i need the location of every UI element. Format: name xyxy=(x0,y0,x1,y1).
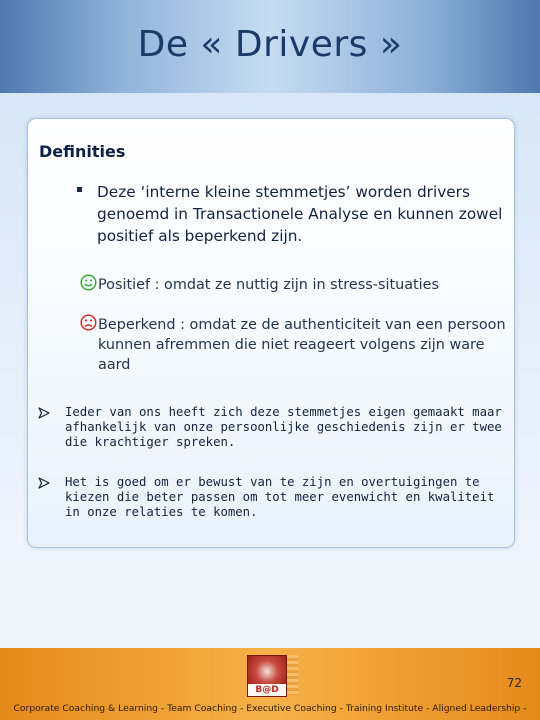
point-text: Het is goed om er bewust van te zijn en overtuigingen te kiezen die beter passen om tot meer evenwicht en kwaliteit in onze relaties te komen. xyxy=(65,475,495,519)
square-bullet-icon xyxy=(77,187,82,192)
definition-text: Deze ‘interne kleine stemmetjes’ worden drivers genoemd in Transactionele Analyse en kunnen zowel positief als beperkend zijn. xyxy=(97,183,503,245)
negative-text: Beperkend : omdat ze de authenticiteit van een persoon kunnen afremmen die niet reageert volgens zijn ware aard xyxy=(98,317,506,373)
frown-face-icon xyxy=(80,314,97,331)
smiley-face-icon xyxy=(80,274,97,291)
footer-text: Corporate Coaching & Learning - Team Coaching - Executive Coaching - Training Institute - Aligned Leadership - xyxy=(13,703,527,714)
logo-emblem xyxy=(248,656,286,684)
logo-text: B@D xyxy=(248,684,286,696)
logo-stripe xyxy=(287,655,298,695)
slide-title: De « Drivers » xyxy=(137,24,403,65)
point-text: Ieder van ons heeft zich deze stemmetjes eigen gemaakt maar afhankelijk van onze persoonlijke geschiedenis zijn er twee die krachtiger spreken. xyxy=(65,405,502,449)
title-bar xyxy=(0,0,540,93)
arrow-bullet-icon xyxy=(38,407,50,419)
page-number: 72 xyxy=(506,676,522,690)
company-logo xyxy=(247,655,287,697)
section-heading: Definities xyxy=(39,142,126,161)
arrow-bullet-icon xyxy=(38,477,50,489)
positive-text: Positief : omdat ze nuttig zijn in stress-situaties xyxy=(98,277,440,293)
